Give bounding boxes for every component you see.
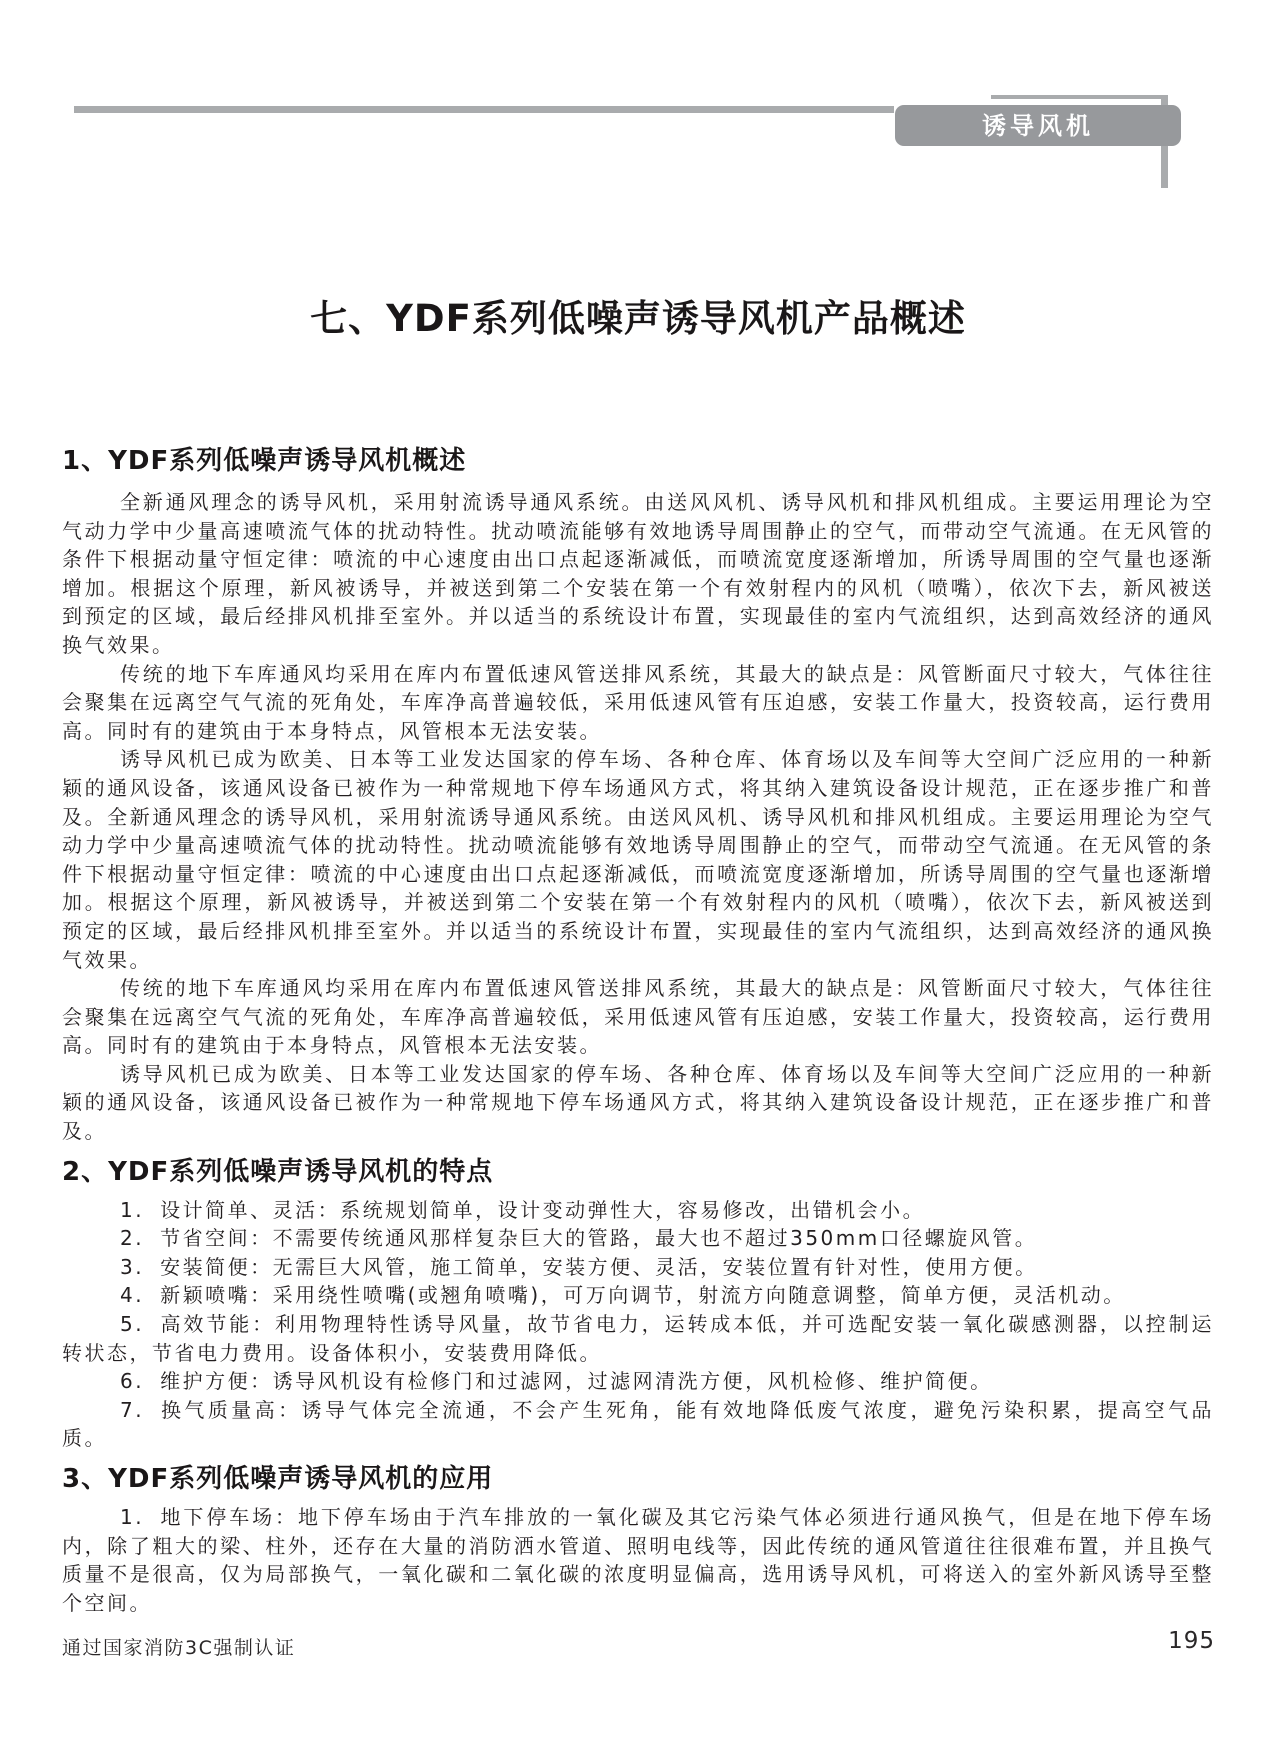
header-rule — [74, 106, 894, 113]
feature-item-text: 新颖喷嘴：采用绕性喷嘴(或翘角喷嘴)，可万向调节，射流方向随意调整，简单方便，灵活机动。 — [160, 1283, 1126, 1308]
overview-paragraph: 诱导风机已成为欧美、日本等工业发达国家的停车场、各种仓库、体育场以及车间等大空间广泛应用的一种新颖的通风设备，该通风设备已被作为一种常规地下停车场通风方式，将其纳入建筑设备设计规范，正在逐步推广和普及。全新通风理念的诱导风机，采用射流诱导通风系统。由送风风机、诱导风机和排风机组成。主要运用理论为空气动力学中少量高速喷流气体的扰动特性。扰动喷流能够有效地诱导周围静止的空气，而带动空气流通。在无风管的条件下根据动量守恒定律：喷流的中心速度由出口点起逐渐减低，而喷流宽度逐渐增加，所诱导周围的空气量也逐渐增加。根据这个原理，新风被诱导，并被送到第二个安装在第一个有效射程内的风机（喷嘴），依次下去，新风被送到预定的区域，最后经排风机排至室外。并以适当的系统设计布置，实现最佳的室内气流组织，达到高效经济的通风换气效果。 — [62, 747, 1214, 972]
chapter-tab-label: 诱导风机 — [982, 111, 1094, 140]
application-item-number: 1. — [120, 1505, 145, 1529]
feature-item-number: 4. — [120, 1283, 145, 1308]
feature-item-text: 换气质量高：诱导气体完全流通，不会产生死角，能有效地降低废气浓度，避免污染积累，提高空气品质。 — [62, 1397, 1214, 1451]
section-2-heading: 2、YDF系列低噪声诱导风机的特点 — [62, 1156, 494, 1187]
application-item-text: 地下停车场：地下停车场由于汽车排放的一氧化碳及其它污染气体必须进行通风换气，但是在地下停车场内，除了粗大的梁、柱外，还存在大量的消防洒水管道、照明电线等，因此传统的通风管道往往很难布置，并且换气质量不是很高，仅为局部换气，一氧化碳和二氧化碳的浓度明显偏高，选用诱导风机，可将送入的室外新风诱导至整个空间。 — [62, 1505, 1214, 1615]
feature-item-text: 安装简便：无需巨大风管，施工简单，安装方便、灵活，安装位置有针对性，使用方便。 — [160, 1254, 1038, 1279]
header-bracket-horizontal — [991, 95, 1168, 99]
feature-item — [62, 1196, 1214, 1225]
application-item — [62, 1503, 1214, 1617]
feature-item-text: 设计简单、灵活：系统规划简单，设计变动弹性大，容易修改，出错机会小。 — [160, 1197, 926, 1222]
feature-item-text: 节省空间：不需要传统通风那样复杂巨大的管路，最大也不超过350mm口径螺旋风管。 — [160, 1226, 1038, 1251]
feature-item-number: 5. — [120, 1312, 145, 1337]
overview-paragraph: 诱导风机已成为欧美、日本等工业发达国家的停车场、各种仓库、体育场以及车间等大空间广泛应用的一种新颖的通风设备，该通风设备已被作为一种常规地下停车场通风方式，将其纳入建筑设备设计规范，正在逐步推广和普及。 — [62, 1061, 1214, 1144]
section-1-heading: 1、YDF系列低噪声诱导风机概述 — [62, 446, 467, 476]
feature-item-number: 3. — [120, 1254, 145, 1279]
page-content — [62, 444, 1214, 1617]
feature-item-number: 6. — [120, 1369, 145, 1394]
overview-paragraph: 传统的地下车库通风均采用在库内布置低速风管送排风系统，其最大的缺点是：风管断面尺寸较大，气体往往会聚集在远离空气气流的死角处，车库净高普遍较低，采用低速风管有压迫感，安装工作量大，投资较高，运行费用高。同时有的建筑由于本身特点，风管根本无法安装。 — [62, 976, 1214, 1058]
page-title: 七、YDF系列低噪声诱导风机产品概述 — [310, 297, 966, 340]
section-3-heading: 3、YDF系列低噪声诱导风机的应用 — [62, 1464, 494, 1494]
chapter-tab — [895, 105, 1181, 146]
feature-item-number: 7. — [120, 1397, 145, 1422]
feature-item-number: 2. — [120, 1226, 145, 1251]
footer-certification: 通过国家消防3C强制认证 — [62, 1637, 296, 1659]
feature-item — [62, 1281, 1214, 1310]
feature-item-text: 高效节能：利用物理特性诱导风量，故节省电力，运转成本低，并可选配安装一氧化碳感测器，以控制运转状态，节省电力费用。设备体积小，安装费用降低。 — [62, 1312, 1214, 1365]
page-number: 195 — [1168, 1628, 1215, 1654]
feature-item — [62, 1310, 1214, 1367]
feature-item — [62, 1253, 1214, 1282]
feature-item — [62, 1367, 1214, 1396]
overview-paragraph: 全新通风理念的诱导风机，采用射流诱导通风系统。由送风风机、诱导风机和排风机组成。主要运用理论为空气动力学中少量高速喷流气体的扰动特性。扰动喷流能够有效地诱导周围静止的空气，而带动空气流通。在无风管的条件下根据动量守恒定律：喷流的中心速度由出口点起逐渐减低，而喷流宽度逐渐增加，所诱导周围的空气量也逐渐增加。根据这个原理，新风被诱导，并被送到第二个安装在第一个有效射程内的风机（喷嘴），依次下去，新风被送到预定的区域，最后经排风机排至室外。并以适当的系统设计布置，实现最佳的室内气流组织，达到高效经济的通风换气效果。 — [62, 490, 1214, 657]
overview-paragraph: 传统的地下车库通风均采用在库内布置低速风管送排风系统，其最大的缺点是：风管断面尺寸较大，气体往往会聚集在远离空气气流的死角处，车库净高普遍较低，采用低速风管有压迫感，安装工作量大，投资较高，运行费用高。同时有的建筑由于本身特点，风管根本无法安装。 — [62, 661, 1214, 743]
feature-item — [62, 1396, 1214, 1453]
feature-item-number: 1. — [120, 1197, 145, 1222]
feature-item — [62, 1224, 1214, 1253]
feature-item-text: 维护方便：诱导风机设有检修门和过滤网，过滤网清洗方便，风机检修、维护简便。 — [160, 1369, 993, 1394]
